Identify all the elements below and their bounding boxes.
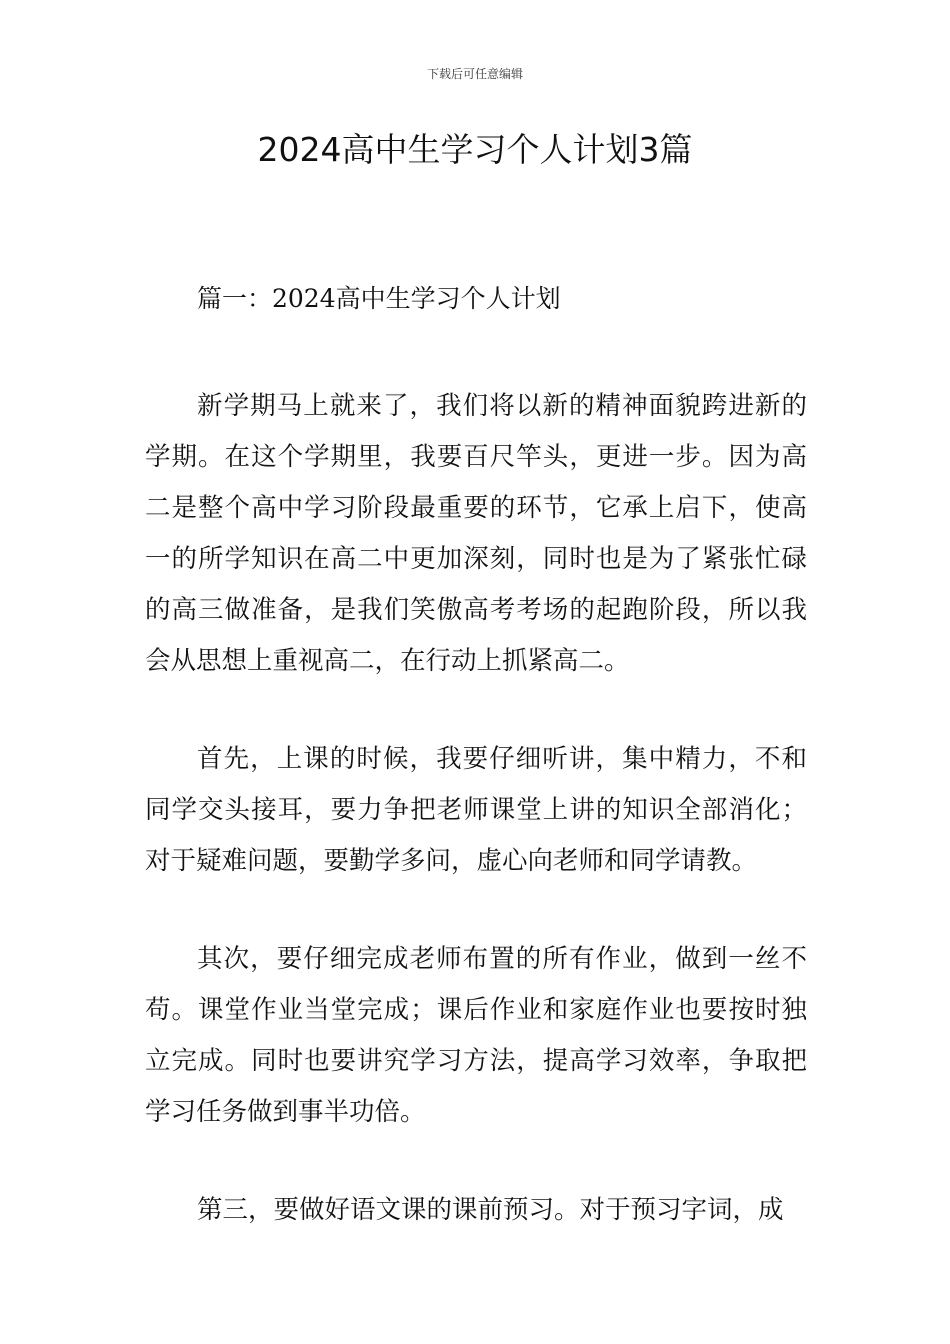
section-heading: 篇一：2024高中生学习个人计划 [197,284,561,313]
paragraph: 新学期马上就来了，我们将以新的精神面貌跨进新的学期。在这个学期里，我要百尺竿头，更进一步。因为高二是整个高中学习阶段最重要的环节，它承上启下，使高一的所学知识在高二中更加深刻，同时也是为了紧张忙碌的高三做准备，是我们笑傲高考考场的起跑阶段，所以我会从思想上重视高二，在行动上抓紧高二。 [145,391,807,676]
document-body [145,280,807,1236]
paragraph: 首先，上课的时候，我要仔细听讲，集中精力，不和同学交头接耳，要力争把老师课堂上讲的知识全部消化；对于疑难问题，要勤学多问，虚心向老师和同学请教。 [145,744,807,876]
paragraph: 其次，要仔细完成老师布置的所有作业，做到一丝不苟。课堂作业当堂完成；课后作业和家庭作业也要按时独立完成。同时也要讲究学习方法，提高学习效率，争取把学习任务做到事半功倍。 [145,944,807,1127]
document-title: 2024高中生学习个人计划3篇 [257,130,693,169]
header-note: 下载后可任意编辑 [426,67,523,81]
paragraph: 第三，要做好语文课的课前预习。对于预习字词，成 [197,1195,784,1225]
